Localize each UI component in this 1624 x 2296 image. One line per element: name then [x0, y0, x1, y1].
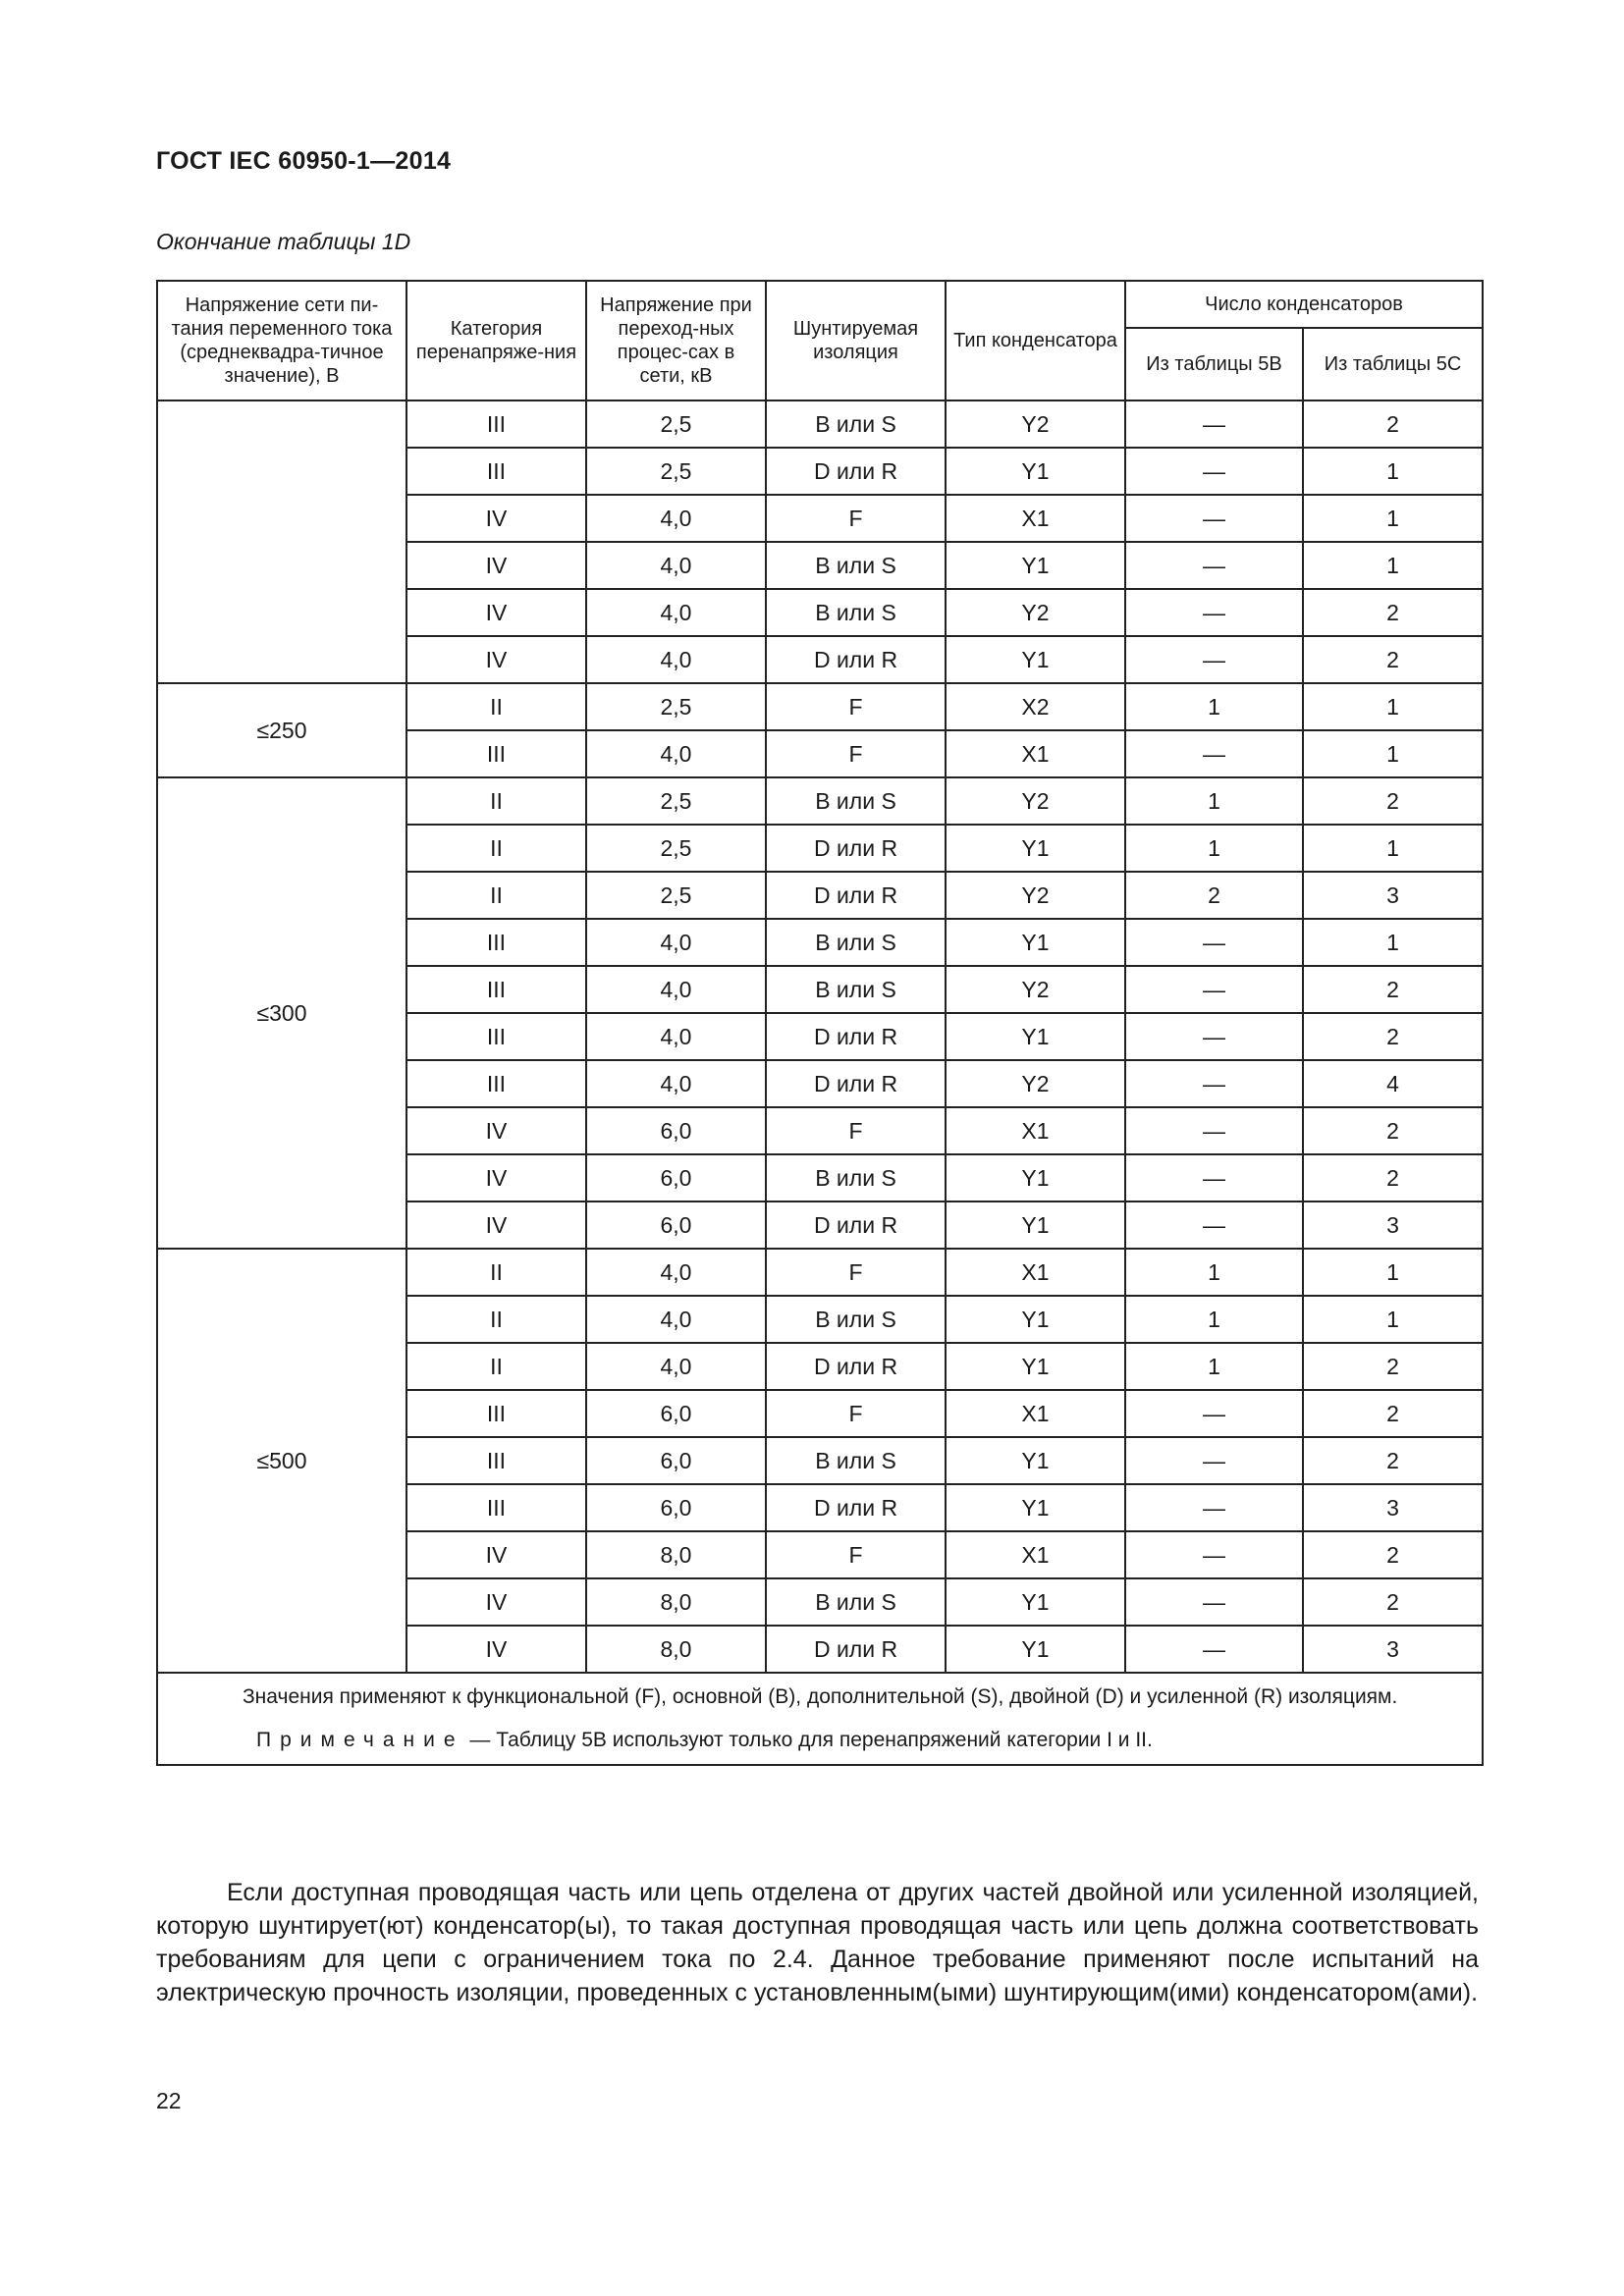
transient-voltage-cell: 4,0 — [586, 495, 766, 542]
count-5b-cell: 1 — [1125, 683, 1303, 730]
count-5b-cell: — — [1125, 1013, 1303, 1060]
count-5b-cell: — — [1125, 1484, 1303, 1531]
category-cell: II — [406, 1249, 586, 1296]
insulation-cell: D или R — [766, 448, 946, 495]
insulation-cell: F — [766, 495, 946, 542]
transient-voltage-cell: 4,0 — [586, 919, 766, 966]
category-cell: II — [406, 1343, 586, 1390]
transient-voltage-cell: 4,0 — [586, 1343, 766, 1390]
header-voltage: Напряжение сети пи-тания переменного тока (среднеквадра-тичное значение), В — [157, 281, 406, 400]
category-cell: IV — [406, 542, 586, 589]
capacitor-type-cell: Y1 — [946, 919, 1125, 966]
count-5c-cell: 4 — [1303, 1060, 1483, 1107]
header-category: Категория перенапряже-ния — [406, 281, 586, 400]
capacitor-type-cell: Y1 — [946, 1154, 1125, 1201]
count-5c-cell: 2 — [1303, 1154, 1483, 1201]
count-5b-cell: — — [1125, 1154, 1303, 1201]
transient-voltage-cell: 2,5 — [586, 683, 766, 730]
capacitor-type-cell: Y2 — [946, 1060, 1125, 1107]
capacitor-type-cell: Y1 — [946, 1343, 1125, 1390]
count-5c-cell: 2 — [1303, 589, 1483, 636]
transient-voltage-cell: 4,0 — [586, 636, 766, 683]
transient-voltage-cell: 8,0 — [586, 1626, 766, 1673]
capacitor-type-cell: X1 — [946, 730, 1125, 777]
capacitor-type-cell: X1 — [946, 1531, 1125, 1578]
capacitor-type-cell: Y1 — [946, 542, 1125, 589]
capacitor-type-cell: Y1 — [946, 1201, 1125, 1249]
voltage-group-cell: ≤250 — [157, 683, 406, 777]
count-5b-cell: — — [1125, 542, 1303, 589]
count-5b-cell: 1 — [1125, 1249, 1303, 1296]
header-from-table-5c: Из таблицы 5C — [1303, 328, 1483, 400]
transient-voltage-cell: 6,0 — [586, 1437, 766, 1484]
insulation-cell: B или S — [766, 777, 946, 825]
count-5c-cell: 1 — [1303, 683, 1483, 730]
category-cell: II — [406, 825, 586, 872]
header-bridged-insulation: Шунтируемая изоляция — [766, 281, 946, 400]
category-cell: III — [406, 1484, 586, 1531]
count-5b-cell: — — [1125, 730, 1303, 777]
count-5c-cell: 2 — [1303, 1578, 1483, 1626]
insulation-cell: D или R — [766, 825, 946, 872]
voltage-group-cell — [157, 400, 406, 683]
transient-voltage-cell: 2,5 — [586, 777, 766, 825]
body-paragraph: Если доступная проводящая часть или цепь отделена от других частей двойной или усиленной изоляцией, которую шунтирует(ют) конденсатор(ы), то такая доступная проводящая часть или цепь должна соответствовать требованиям для цепи с ограничением тока по 2.4. Данное требование применяют после испытаний на электрическую прочность изоляции, проведенных с установленным(ыми) шунтирующим(ими) конденсатором(ами). — [156, 1879, 1479, 2006]
capacitor-type-cell: Y1 — [946, 448, 1125, 495]
capacitor-type-cell: Y1 — [946, 1013, 1125, 1060]
insulation-cell: D или R — [766, 1201, 946, 1249]
count-5c-cell: 1 — [1303, 1249, 1483, 1296]
count-5b-cell: — — [1125, 1626, 1303, 1673]
category-cell: II — [406, 683, 586, 730]
transient-voltage-cell: 8,0 — [586, 1578, 766, 1626]
notes-remark-text: — Таблицу 5B используют только для перенапряжений категории I и II. — [463, 1729, 1153, 1751]
insulation-cell: B или S — [766, 919, 946, 966]
count-5b-cell: — — [1125, 1060, 1303, 1107]
category-cell: IV — [406, 1201, 586, 1249]
transient-voltage-cell: 4,0 — [586, 542, 766, 589]
count-5c-cell: 2 — [1303, 1013, 1483, 1060]
count-5c-cell: 3 — [1303, 1484, 1483, 1531]
count-5c-cell: 2 — [1303, 1390, 1483, 1437]
category-cell: III — [406, 1390, 586, 1437]
count-5b-cell: 1 — [1125, 1343, 1303, 1390]
insulation-cell: D или R — [766, 872, 946, 919]
insulation-cell: F — [766, 1531, 946, 1578]
count-5c-cell: 1 — [1303, 730, 1483, 777]
count-5c-cell: 2 — [1303, 400, 1483, 448]
count-5b-cell: 1 — [1125, 1296, 1303, 1343]
category-cell: IV — [406, 1107, 586, 1154]
insulation-cell: F — [766, 683, 946, 730]
capacitor-type-cell: Y1 — [946, 1626, 1125, 1673]
capacitor-type-cell: Y1 — [946, 1296, 1125, 1343]
insulation-cell: B или S — [766, 1578, 946, 1626]
table-caption: Окончание таблицы 1D — [156, 229, 411, 254]
count-5c-cell: 1 — [1303, 495, 1483, 542]
count-5c-cell: 2 — [1303, 966, 1483, 1013]
capacitor-type-cell: Y2 — [946, 872, 1125, 919]
capacitor-type-cell: Y2 — [946, 966, 1125, 1013]
category-cell: II — [406, 872, 586, 919]
count-5b-cell: — — [1125, 1107, 1303, 1154]
insulation-cell: D или R — [766, 1343, 946, 1390]
capacitor-type-cell: Y1 — [946, 825, 1125, 872]
transient-voltage-cell: 8,0 — [586, 1531, 766, 1578]
count-5c-cell: 3 — [1303, 1201, 1483, 1249]
transient-voltage-cell: 4,0 — [586, 966, 766, 1013]
category-cell: III — [406, 1437, 586, 1484]
capacitor-table — [156, 280, 1484, 1766]
count-5b-cell: — — [1125, 448, 1303, 495]
table-row — [157, 400, 1483, 448]
capacitor-type-cell: Y1 — [946, 1437, 1125, 1484]
capacitor-type-cell: X1 — [946, 1249, 1125, 1296]
transient-voltage-cell: 4,0 — [586, 589, 766, 636]
document-standard-header: ГОСТ IEC 60950-1—2014 — [156, 147, 452, 175]
capacitor-type-cell: Y2 — [946, 777, 1125, 825]
capacitor-type-cell: Y2 — [946, 400, 1125, 448]
header-from-table-5b: Из таблицы 5B — [1125, 328, 1303, 400]
insulation-cell: D или R — [766, 1484, 946, 1531]
capacitor-type-cell: X1 — [946, 1107, 1125, 1154]
count-5c-cell: 2 — [1303, 1107, 1483, 1154]
category-cell: II — [406, 1296, 586, 1343]
category-cell: IV — [406, 1626, 586, 1673]
count-5b-cell: — — [1125, 636, 1303, 683]
transient-voltage-cell: 6,0 — [586, 1107, 766, 1154]
count-5c-cell: 3 — [1303, 872, 1483, 919]
transient-voltage-cell: 6,0 — [586, 1484, 766, 1531]
insulation-cell: B или S — [766, 1154, 946, 1201]
count-5c-cell: 1 — [1303, 919, 1483, 966]
count-5b-cell: — — [1125, 1390, 1303, 1437]
page-number: 22 — [156, 2088, 182, 2113]
count-5b-cell: — — [1125, 1578, 1303, 1626]
insulation-cell: D или R — [766, 1013, 946, 1060]
voltage-group-cell: ≤300 — [157, 777, 406, 1249]
category-cell: IV — [406, 1154, 586, 1201]
category-cell: IV — [406, 495, 586, 542]
category-cell: IV — [406, 1578, 586, 1626]
table-row — [157, 1249, 1483, 1296]
notes-values-text: Значения применяют к функциональной (F), основной (B), дополнительной (S), двойной (D) и усиленной (R) изоляциям. — [243, 1685, 1398, 1708]
count-5c-cell: 1 — [1303, 1296, 1483, 1343]
insulation-cell: F — [766, 1107, 946, 1154]
header-transient-voltage: Напряжение при переход-ных процес-сах в сети, кВ — [586, 281, 766, 400]
category-cell: IV — [406, 589, 586, 636]
transient-voltage-cell: 4,0 — [586, 1249, 766, 1296]
insulation-cell: B или S — [766, 1296, 946, 1343]
count-5c-cell: 2 — [1303, 1343, 1483, 1390]
capacitor-type-cell: Y1 — [946, 1484, 1125, 1531]
count-5c-cell: 1 — [1303, 825, 1483, 872]
count-5b-cell: — — [1125, 1201, 1303, 1249]
notes-remark-label: Примечание — [256, 1729, 464, 1751]
count-5b-cell: 2 — [1125, 872, 1303, 919]
transient-voltage-cell: 4,0 — [586, 1060, 766, 1107]
insulation-cell: D или R — [766, 636, 946, 683]
insulation-cell: F — [766, 1249, 946, 1296]
count-5b-cell: — — [1125, 589, 1303, 636]
notes-remark — [172, 1727, 1468, 1754]
category-cell: IV — [406, 636, 586, 683]
table-row — [157, 777, 1483, 825]
transient-voltage-cell: 6,0 — [586, 1154, 766, 1201]
transient-voltage-cell: 4,0 — [586, 1013, 766, 1060]
insulation-cell: B или S — [766, 542, 946, 589]
category-cell: III — [406, 400, 586, 448]
count-5c-cell: 1 — [1303, 542, 1483, 589]
category-cell: III — [406, 919, 586, 966]
capacitor-type-cell: Y1 — [946, 636, 1125, 683]
transient-voltage-cell: 2,5 — [586, 872, 766, 919]
insulation-cell: D или R — [766, 1060, 946, 1107]
category-cell: III — [406, 966, 586, 1013]
transient-voltage-cell: 4,0 — [586, 1296, 766, 1343]
insulation-cell: F — [766, 730, 946, 777]
table-row — [157, 683, 1483, 730]
count-5c-cell: 3 — [1303, 1626, 1483, 1673]
insulation-cell: B или S — [766, 966, 946, 1013]
voltage-group-cell: ≤500 — [157, 1249, 406, 1673]
transient-voltage-cell: 2,5 — [586, 448, 766, 495]
capacitor-type-cell: Y1 — [946, 1578, 1125, 1626]
count-5b-cell: — — [1125, 1531, 1303, 1578]
category-cell: II — [406, 777, 586, 825]
count-5c-cell: 2 — [1303, 1437, 1483, 1484]
category-cell: III — [406, 1060, 586, 1107]
table-notes — [157, 1673, 1483, 1765]
count-5c-cell: 1 — [1303, 448, 1483, 495]
count-5b-cell: — — [1125, 495, 1303, 542]
count-5b-cell: 1 — [1125, 777, 1303, 825]
header-capacitor-count: Число конденсаторов — [1125, 281, 1483, 328]
insulation-cell: B или S — [766, 400, 946, 448]
header-capacitor-type: Тип конденсатора — [946, 281, 1125, 400]
transient-voltage-cell: 2,5 — [586, 825, 766, 872]
category-cell: III — [406, 448, 586, 495]
transient-voltage-cell: 4,0 — [586, 730, 766, 777]
category-cell: IV — [406, 1531, 586, 1578]
transient-voltage-cell: 6,0 — [586, 1201, 766, 1249]
capacitor-type-cell: X2 — [946, 683, 1125, 730]
table-body — [157, 400, 1483, 1673]
transient-voltage-cell: 6,0 — [586, 1390, 766, 1437]
count-5b-cell: — — [1125, 1437, 1303, 1484]
transient-voltage-cell: 2,5 — [586, 400, 766, 448]
count-5c-cell: 2 — [1303, 1531, 1483, 1578]
capacitor-type-cell: X1 — [946, 495, 1125, 542]
capacitor-type-cell: Y2 — [946, 589, 1125, 636]
count-5b-cell: — — [1125, 400, 1303, 448]
capacitor-type-cell: X1 — [946, 1390, 1125, 1437]
count-5b-cell: — — [1125, 919, 1303, 966]
insulation-cell: D или R — [766, 1626, 946, 1673]
insulation-cell: F — [766, 1390, 946, 1437]
count-5c-cell: 2 — [1303, 777, 1483, 825]
category-cell: III — [406, 1013, 586, 1060]
insulation-cell: B или S — [766, 589, 946, 636]
count-5b-cell: 1 — [1125, 825, 1303, 872]
count-5c-cell: 2 — [1303, 636, 1483, 683]
category-cell: III — [406, 730, 586, 777]
count-5b-cell: — — [1125, 966, 1303, 1013]
insulation-cell: B или S — [766, 1437, 946, 1484]
